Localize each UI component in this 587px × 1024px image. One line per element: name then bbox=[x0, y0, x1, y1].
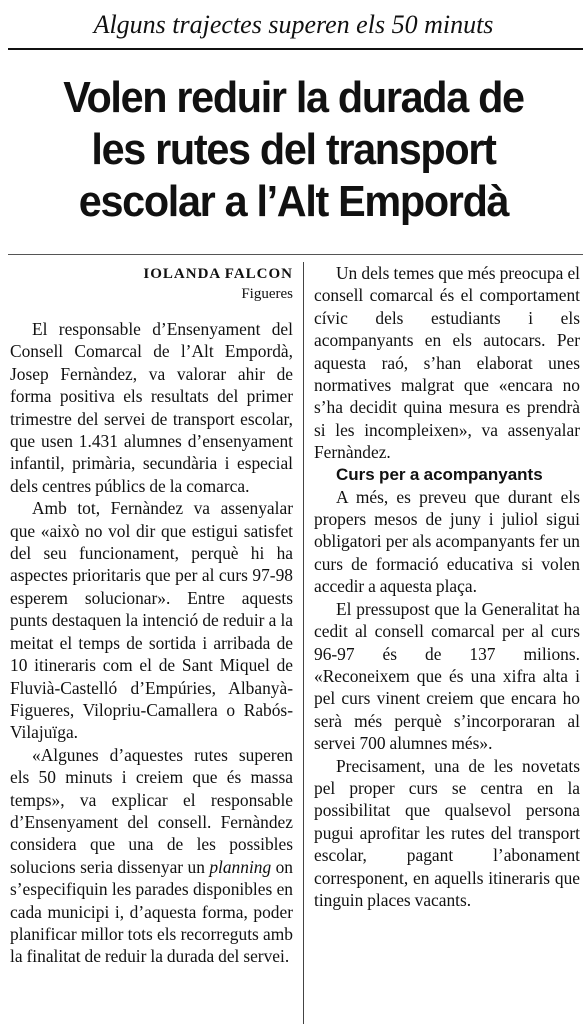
body-paragraph: El pressupost que la Generalitat ha cedit al consell comarcal per al curs 96-97 és de 137 milions. «Reconeixem que és una xifra alta i pel curs vinent creiem que encara ho serà més perquè s’incorporaran al servei 700 alumnes més». bbox=[314, 598, 580, 754]
byline-location: Figueres bbox=[241, 286, 293, 302]
kicker-subtitle: Alguns trajectes superen els 50 minuts bbox=[93, 10, 494, 39]
body-paragraph: Amb tot, Fernàndez va assenyalar que «això no vol dir que estigui satisfet del seu funcionament, perquè hi ha aspectes prioritaris que per al curs 97-98 esperem solucionar». Entre aquests punts destaquen la intenció de reduir a la meitat el temps de sortida i arribada de 10 itineraris com el de Sant Miquel de Fluvià-Castelló d’Empúries, Albanyà-Figueres, Vilopriu-Camallera o Rabós-Vilajuïga. bbox=[10, 498, 293, 743]
article-column-left bbox=[10, 262, 293, 968]
headline-line-2: les rutes del transport bbox=[91, 125, 496, 174]
headline bbox=[18, 72, 570, 228]
body-paragraph bbox=[10, 744, 293, 968]
top-rule bbox=[8, 48, 583, 50]
headline-line-1: Volen reduir la durada de bbox=[63, 73, 524, 122]
body-paragraph: A més, es preveu que durant els propers mesos de juny i juliol sigui obligatori per als acompanyants fer un curs de formació educativa si volen accedir a aquesta plaça. bbox=[314, 486, 580, 597]
body-paragraph: Un dels temes que més preocupa el consell comarcal és el comportament cívic dels estudiants i els acompanyants en els autocars. Per aquesta raó, s’han elaborat unes normatives malgrat que «encara no s’ha decidit quina mesura es prendrà si les incompleixen», va assenyalar Fernàndez. bbox=[314, 263, 580, 463]
body-paragraph-emphasis: planning bbox=[209, 856, 272, 877]
section-subhead: Curs per a acompanyants bbox=[336, 464, 543, 484]
column-divider bbox=[303, 262, 304, 1024]
article-column-right bbox=[314, 262, 580, 911]
body-paragraph: Precisament, una de les novetats pel proper curs se centra en la possibilitat que qualsevol persona pugui aprofitar les rutes del transport escolar, pagant l’abonament corresponent, en aquells itineraris que tinguin places vacants. bbox=[314, 755, 580, 910]
body-paragraph: El responsable d’Ensenyament del Consell Comarcal de l’Alt Empordà, Josep Fernàndez, va valorar ahir de forma positiva els resultats del primer trimestre del servei de transport escolar, que usen 1.431 alumnes d’ensenyament infantil, primària, secundària i especial dels centres públics de la comarca. bbox=[10, 319, 293, 496]
headline-line-3: escolar a l’Alt Empordà bbox=[78, 177, 509, 226]
byline-author: IOLANDA FALCON bbox=[143, 266, 293, 282]
headline-rule bbox=[8, 254, 583, 255]
body-paragraph-text: on s’especifiquin les parades disponibles en cada municipi i, d’aquesta forma, poder planificar millor tots els recorreguts amb la finalitat de reduir la durada del servei. bbox=[10, 856, 293, 967]
body-paragraph-text: «Algunes d’aquestes rutes superen els 50 minuts i creiem que és massa temps», va explicar el responsable d’Ensenyament del consell. Fernàndez considera que una de les possibles solucions seria dissenyar un bbox=[10, 744, 293, 877]
